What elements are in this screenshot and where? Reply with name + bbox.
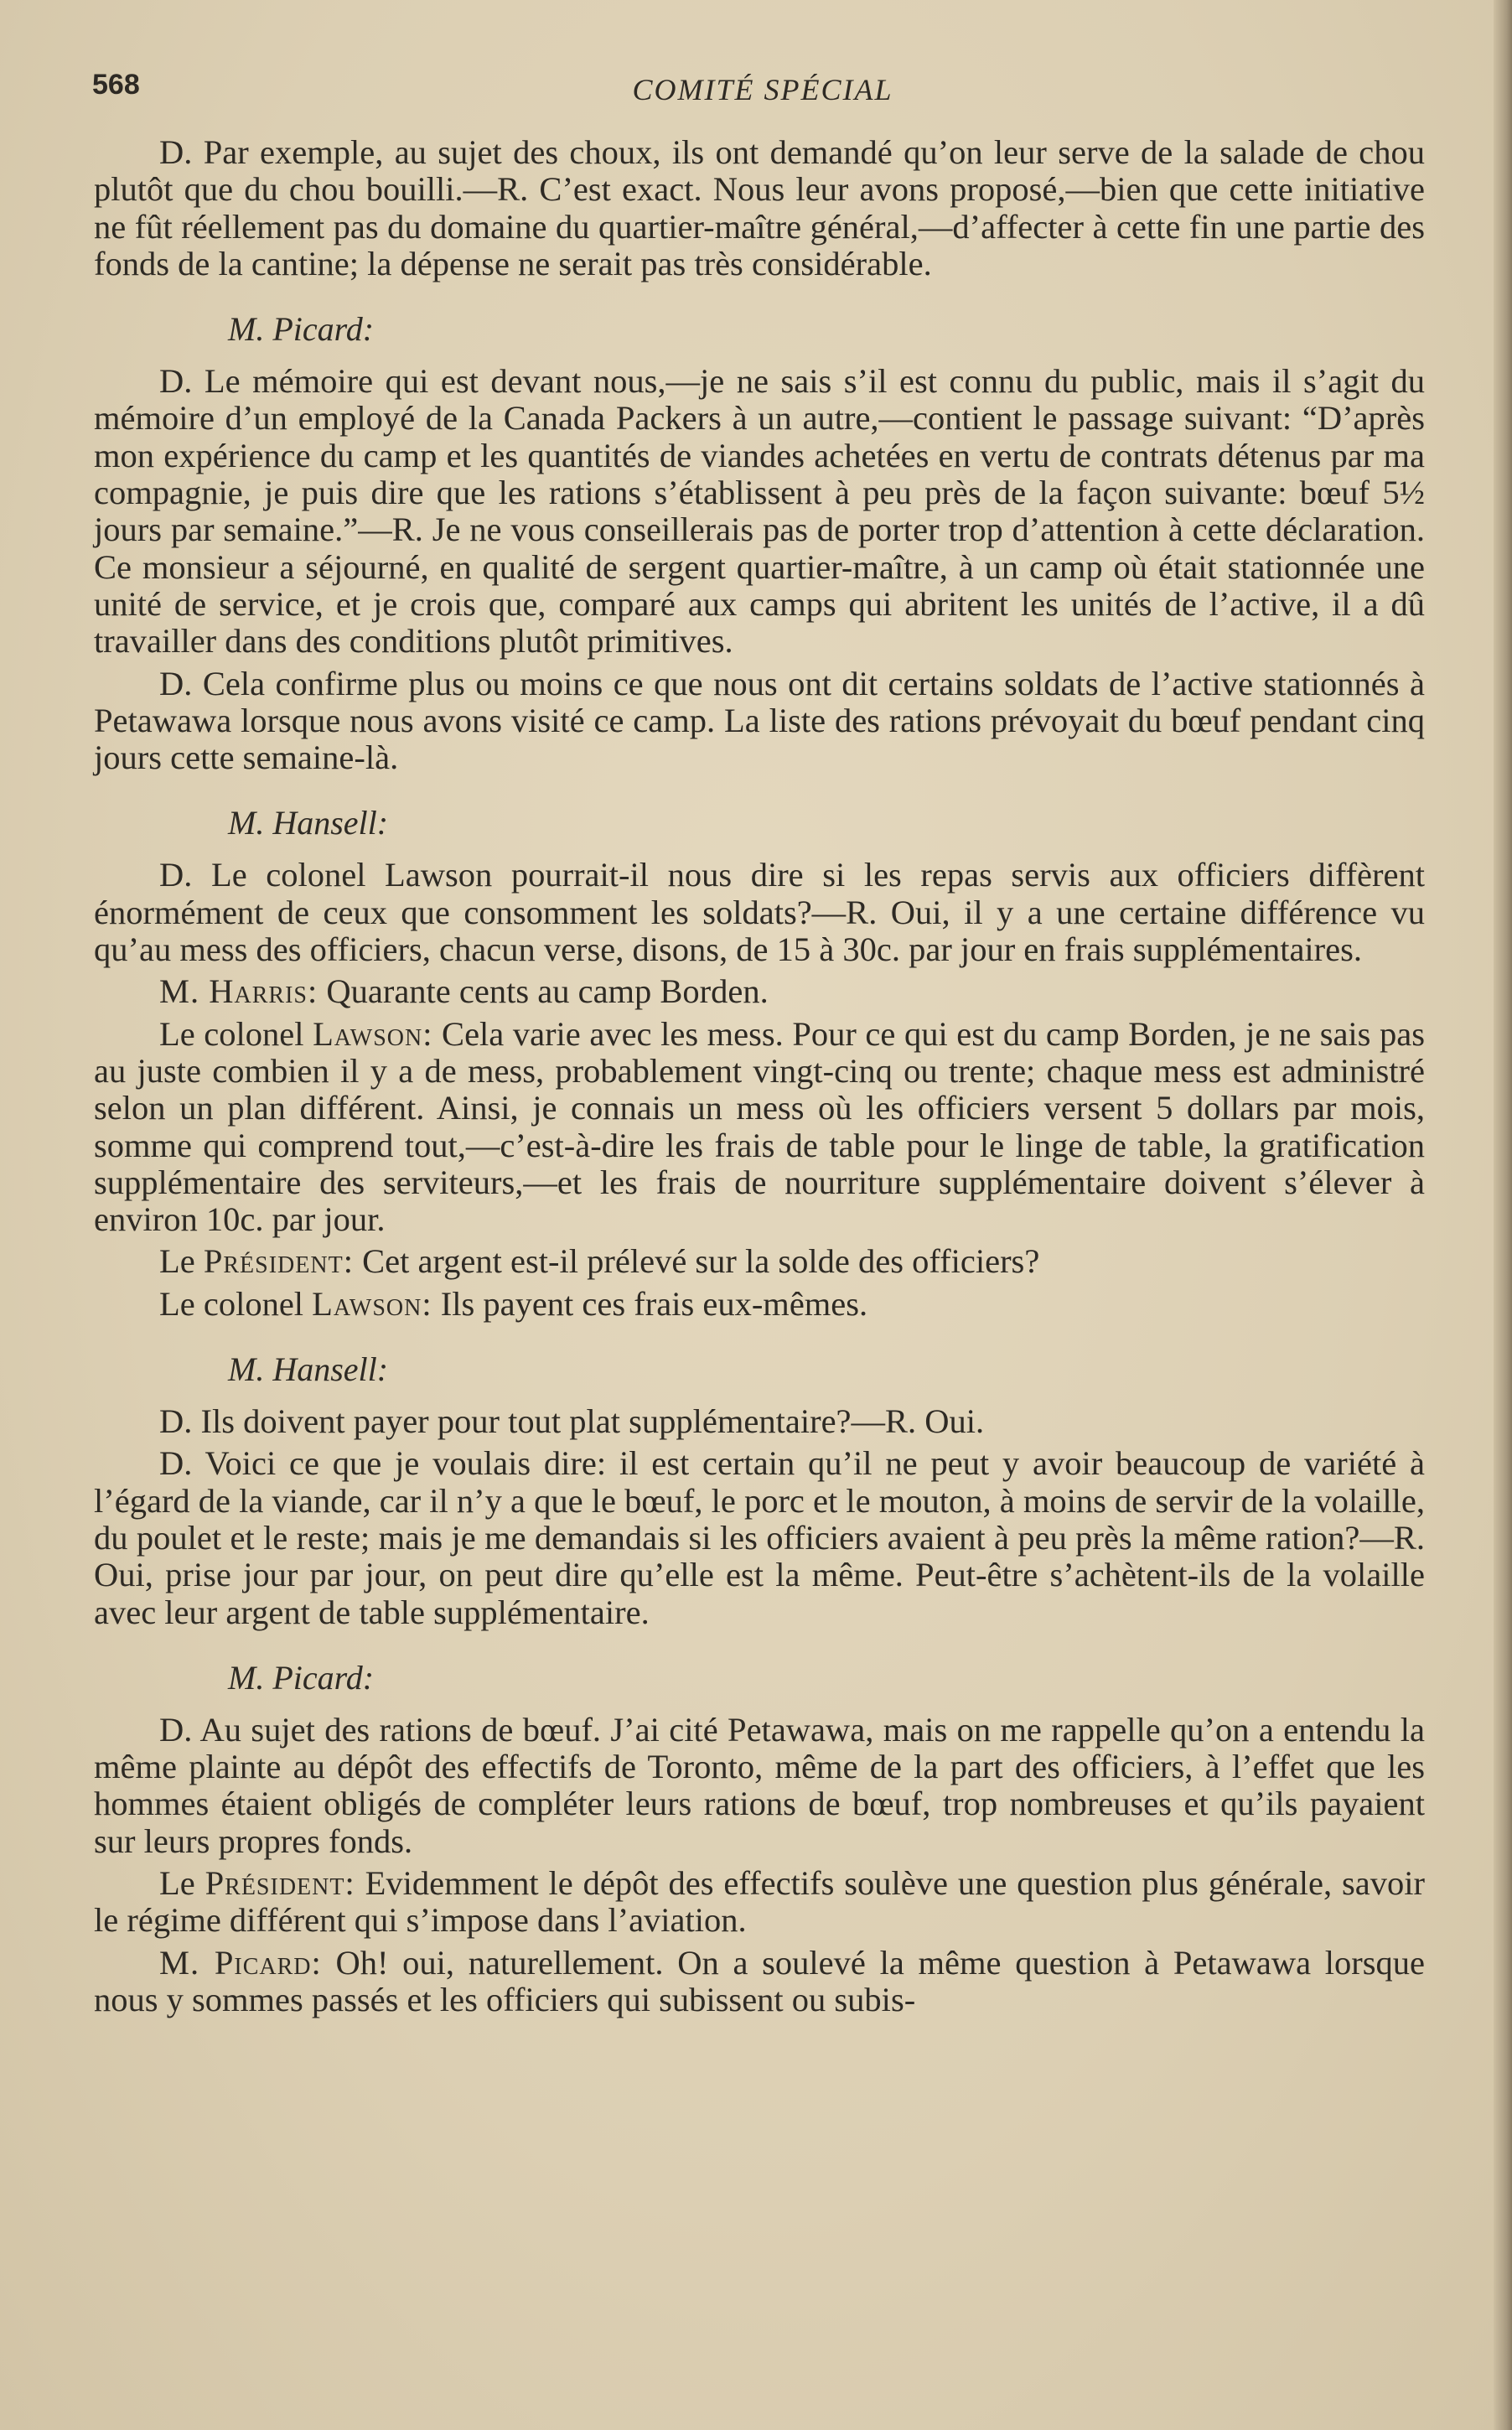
page-body [94,134,1425,2023]
paragraph: D. Le mémoire qui est devant nous,—je ne sais s’il est connu du public, mais il s’agit du mémoire d’un employé de la Canada Packers à un autre,—contient le passage suivant: “D’après mon expérience du camp et les quantités de viandes achetées en vertu de contrats détenus par ma compagnie, je puis dire que les rations s’établissent à peu près de la façon suivante: bœuf 5½ jours par semaine.”—R. Je ne vous conseillerais pas de porter trop d’attention à cette déclaration. Ce monsieur a séjourné, en qualité de sergent quartier-maître, à un camp où était stationnée une unité de service, et je crois que, comparé aux camps qui abritent les unités de l’active, il a dû travailler dans des conditions plutôt primitives. [94,362,1425,661]
speaker-prefix: Le [159,1242,204,1281]
paragraph: D. Le colonel Lawson pourrait-il nous dire si les repas servis aux officiers diffèrent énormément de ceux que consomment les soldats?—R. Oui, il y a une certaine différence vu qu’au mess des officiers, chacun verse, disons, de 15 à 30c. par jour en frais supplémentaires. [94,856,1425,969]
paragraph: D. Ils doivent payer pour tout plat supplémentaire?—R. Oui. [159,1402,985,1441]
speaker-heading: M. Picard: [228,1658,375,1697]
speaker-heading: M. Hansell: [228,1350,389,1389]
speaker-prefix: Le [159,1863,205,1902]
paragraph: D. Par exemple, au sujet des choux, ils ont demandé qu’on leur serve de la salade de chou plutôt que du chou bouilli.—R. C’est exact. Nous leur avons proposé,—bien que cette initiative ne fût réellement pas du domaine du quartier-maître général,—d’affecter à cette fin une partie des fonds de la cantine; la dépense ne serait pas très considérable. [94,133,1425,282]
paragraph [94,1286,1425,1323]
speech-text: Quarante cents au camp Borden. [318,972,769,1011]
paragraph [94,973,1425,1010]
speaker-name: M. Harris: [159,972,318,1011]
speech-text: Cet argent est-il prélevé sur la solde des officiers? [353,1242,1040,1281]
paragraph [94,1865,1425,1940]
speaker-name: Lawson: [312,1284,432,1323]
speech-text: Oh! oui, naturellement. On a soulevé la même question à Petawawa lorsque nous y sommes passés et les officiers qui subissent ou subis- [94,1943,1425,2018]
speech-text: Ils payent ces frais eux-mêmes. [432,1284,868,1323]
paragraph: D. Voici ce que je voulais dire: il est certain qu’il ne peut y avoir beaucoup de variété à l’égard de la viande, car il n’y a que le bœuf, le porc et le mouton, à moins de servir de la volaille, du poulet et le reste; mais je me demandais si les officiers avaient à peu près la même ration?—R. Oui, prise jour par jour, on peut dire qu’elle est la même. Peut-être s’achètent-ils de la volaille avec leur argent de table supplémentaire. [94,1444,1425,1631]
page-number: 568 [92,69,140,101]
page-edge [1494,0,1512,2430]
running-title: COMITÉ SPÉCIAL [632,73,893,106]
speaker-name: M. Picard: [159,1943,322,1982]
speaker-prefix: Le colonel [159,1284,313,1323]
speaker-name: Lawson: [313,1014,433,1053]
paragraph [94,1945,1425,2019]
speaker-heading: M. Hansell: [228,804,389,842]
paragraph [94,1243,1425,1280]
paragraph: D. Cela confirme plus ou moins ce que nous ont dit certains soldats de l’active stationnés à Petawawa lorsque nous avons visité ce camp. La liste des rations prévoyait du bœuf pendant cinq jours cette semaine-là. [94,664,1425,777]
paragraph: D. Au sujet des rations de bœuf. J’ai cité Petawawa, mais on me rappelle qu’on a entendu la même plainte au dépôt des effectifs de Toronto, même de la part des officiers, à l’effet que les hommes étaient obligés de compléter leurs rations de bœuf, trop nombreuses et qu’ils payaient sur leurs propres fonds. [94,1710,1425,1860]
speaker-heading: M. Picard: [228,310,375,349]
page-header [92,69,1433,119]
speech-text: Evidemment le dépôt des effectifs soulève une question plus générale, savoir le régime différent qui s’impose dans l’aviation. [94,1863,1425,1940]
paragraph [94,1016,1425,1239]
speaker-name: Président: [203,1242,354,1281]
speaker-prefix: Le colonel [159,1014,313,1053]
speaker-name: Président: [205,1863,355,1902]
speech-text: Cela varie avec les mess. Pour ce qui est du camp Borden, je ne sais pas au juste combien il y a de mess, probablement vingt-cinq ou trente; chaque mess est administré selon un plan différent. Ainsi, je connais un mess où les officiers versent 5 dollars par mois, somme qui comprend tout,—c’est-à-dire les frais de table pour le linge de table, la gratification supplémentaire des serviteurs,—et les frais de nourriture supplémentaire doivent s’élever à environ 10c. par jour. [94,1014,1425,1239]
